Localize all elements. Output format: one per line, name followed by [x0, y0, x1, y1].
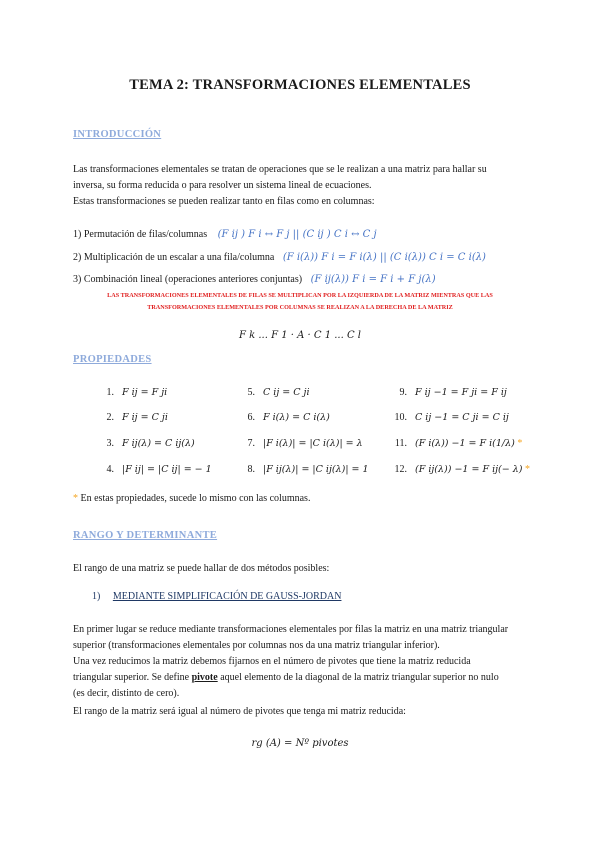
property-item — [233, 438, 363, 449]
property-number: 4. — [106, 464, 114, 475]
asterisk-icon: * — [514, 438, 523, 449]
pivote-term: pivote — [191, 672, 218, 683]
property-item — [92, 464, 212, 475]
transformation-label: 2) Multiplicación de un escalar a una fila/columna — [73, 252, 275, 263]
property-number: 12. — [394, 464, 407, 475]
property-number: 8. — [247, 464, 255, 475]
asterisk-icon: * — [522, 464, 530, 475]
pivote-sentence-end: aquel elemento de la diagonal de la matriz triangular superior no nulo — [217, 672, 499, 683]
transformation-item-2 — [73, 250, 486, 266]
transformation-label: 3) Combinación lineal (operaciones anteriores conjuntas) — [73, 274, 303, 285]
gauss-jordan-subheading — [92, 591, 341, 602]
intro-paragraph-line: Estas transformaciones se pueden realizar tanto en filas como en columnas: — [73, 196, 375, 207]
transformation-formula: (F ij ) F i ↔ F j || (C ij ) C i ↔ C j — [217, 229, 377, 240]
rango-paragraph-line: El rango de la matriz será igual al número de pivotes que tenga mi matriz reducida: — [73, 706, 406, 717]
intro-paragraph-line: Las transformaciones elementales se tratan de operaciones que se le realizan a una matriz para hallar su — [73, 164, 487, 175]
rango-heading: RANGO Y DETERMINANTE — [73, 530, 218, 541]
property-expression: |F ij(λ)| = |C ij(λ)| = 1 — [263, 464, 369, 475]
property-expression: |F i(λ)| = |C i(λ)| = λ — [263, 438, 363, 449]
property-item — [385, 387, 507, 398]
property-expression: F ij = C ji — [122, 412, 168, 423]
transformation-formula: (F i(λ)) F i = F i(λ) || (C i(λ)) C i = C i(λ) — [282, 252, 486, 263]
property-expression: F ij(λ) = C ij(λ) — [122, 438, 195, 449]
property-expression: F ij = F ji — [122, 387, 168, 398]
property-item — [233, 464, 369, 475]
subheading-text: MEDIANTE SIMPLIFICACIÓN DE GAUSS-JORDAN — [112, 591, 342, 602]
rango-paragraph-line: (es decir, distinto de cero). — [73, 688, 180, 699]
property-expression: (F i(λ)) −1 = F i(1/λ) — [415, 438, 515, 449]
note-line: TRANSFORMACIONES ELEMENTALES POR COLUMNAS SE REALIZAN A LA DERECHA DE LA MATRIZ — [147, 304, 453, 311]
property-item — [385, 412, 509, 423]
transformation-item-1 — [73, 227, 377, 243]
property-number: 5. — [247, 387, 255, 398]
transformation-item-3 — [73, 272, 436, 288]
property-item — [92, 412, 168, 423]
property-item — [233, 412, 330, 423]
properties-heading: PROPIEDADES — [73, 354, 152, 365]
product-formula: F k ... F 1 · A · C 1 ... C l — [239, 330, 361, 341]
property-item — [385, 464, 530, 475]
property-number: 6. — [247, 412, 255, 423]
rango-paragraph-line: Una vez reducimos la matriz debemos fijarnos en el número de pivotes que tiene la matriz reducida — [73, 656, 471, 667]
note-line: LAS TRANSFORMACIONES ELEMENTALES DE FILAS SE MULTIPLICAN POR LA IZQUIERDA DE LA MATRIZ MIENTRAS QUE LAS — [107, 292, 493, 299]
property-expression: |F ij| = |C ij| = − 1 — [122, 464, 212, 475]
rango-paragraph-line: superior (transformaciones elementales por columnas nos da una matriz triangular inferior). — [73, 640, 440, 651]
rango-paragraph-line: En primer lugar se reduce mediante transformaciones elementales por filas la matriz en una matriz triangular — [73, 624, 509, 635]
property-item — [385, 438, 522, 449]
pivote-sentence-start: triangular superior. Se define — [73, 672, 192, 683]
property-expression: C ij = C ji — [263, 387, 310, 398]
intro-paragraph-line: inversa, su forma reducida o para resolver un sistema lineal de ecuaciones. — [73, 180, 372, 191]
subheading-number: 1) — [92, 591, 101, 602]
property-number: 1. — [106, 387, 114, 398]
property-number: 10. — [394, 412, 407, 423]
property-item — [233, 387, 310, 398]
property-item — [92, 387, 167, 398]
property-item — [92, 438, 195, 449]
property-number: 11. — [394, 438, 407, 449]
property-expression: C ij −1 = C ji = C ij — [415, 412, 509, 423]
transformation-formula: (F ij(λ)) F i = F i + F j(λ) — [310, 274, 436, 285]
rango-intro: El rango de una matriz se puede hallar de dos métodos posibles: — [73, 563, 330, 574]
property-expression: (F ij(λ)) −1 = F ij(− λ) — [415, 464, 523, 475]
property-expression: F i(λ) = C i(λ) — [263, 412, 330, 423]
footnote-text: En estas propiedades, sucede lo mismo con las columnas. — [80, 493, 311, 504]
property-number: 2. — [106, 412, 114, 423]
property-number: 7. — [247, 438, 255, 449]
asterisk-icon: * — [73, 493, 78, 504]
property-number: 9. — [399, 387, 407, 398]
rango-paragraph-line — [73, 670, 499, 686]
transformation-label: 1) Permutación de filas/columnas — [73, 229, 208, 240]
rank-formula: rg (A) = Nº pivotes — [251, 738, 349, 749]
properties-footnote — [73, 491, 310, 507]
property-number: 3. — [106, 438, 114, 449]
intro-heading: INTRODUCCIÓN — [73, 129, 162, 140]
page-title: TEMA 2: TRANSFORMACIONES ELEMENTALES — [129, 77, 471, 93]
property-expression: F ij −1 = F ji = F ij — [415, 387, 507, 398]
